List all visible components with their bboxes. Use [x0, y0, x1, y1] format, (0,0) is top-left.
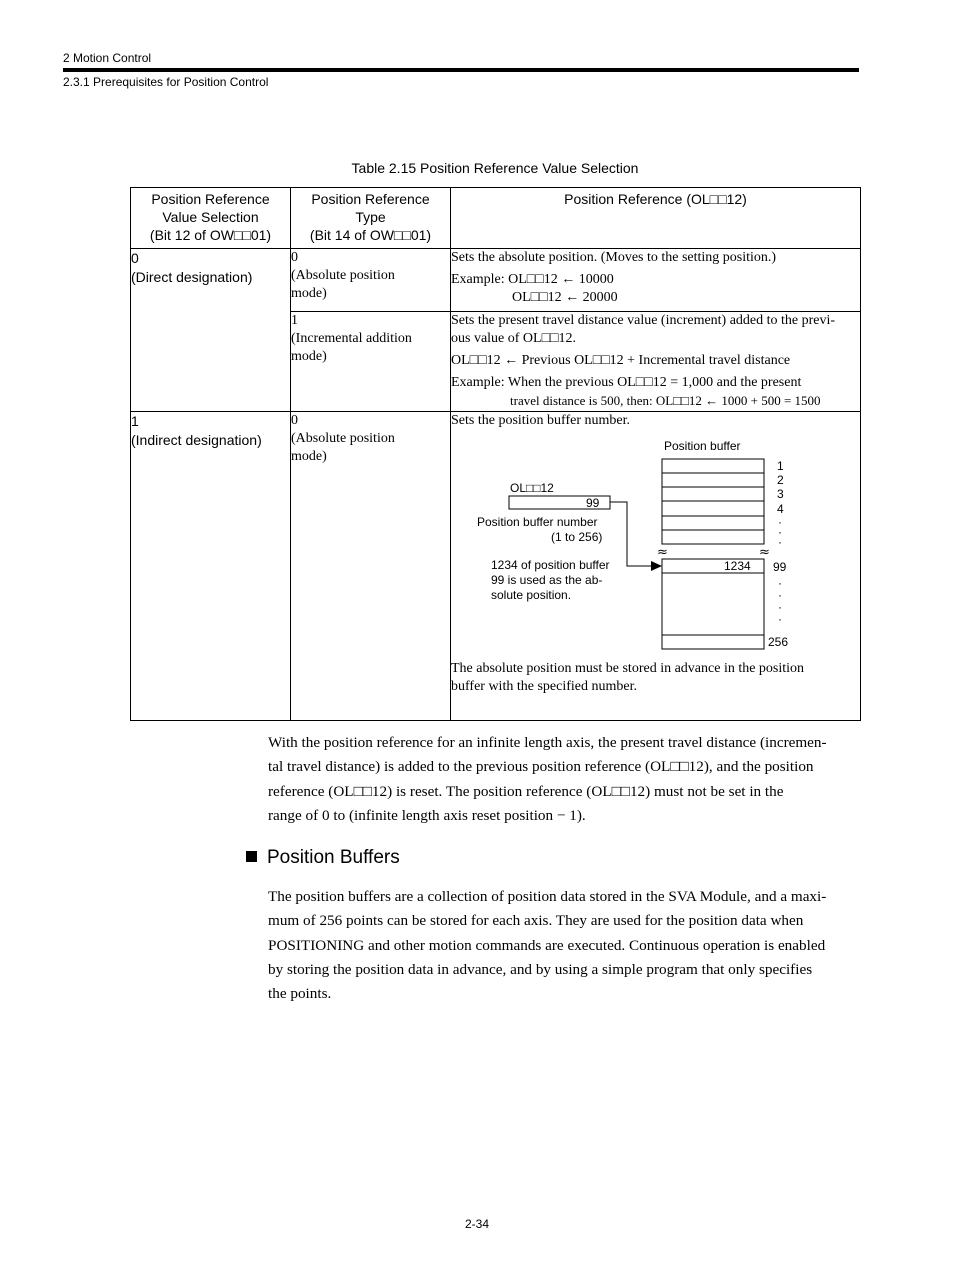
section-heading [246, 847, 400, 869]
page-number: 2-34 [464, 1217, 490, 1231]
text-line: by storing the position data in advance, and by using a simple program that only specifies [268, 960, 813, 978]
table-caption: Table 2.15 Position Reference Value Selection [351, 160, 639, 176]
text-line: mum of 256 points can be stored for each axis. They are used for the position data when [268, 912, 804, 930]
row-number: · [778, 600, 782, 614]
header-line: Position Reference [311, 191, 430, 207]
explain-line: 1234 of position buffer [491, 558, 610, 572]
header-line: (Bit 12 of OW□□01) [149, 227, 272, 243]
header-value-selection [131, 188, 291, 249]
cell-line: (Direct designation) [131, 269, 253, 285]
arrow-head [651, 561, 662, 571]
row-number: 256 [768, 635, 789, 649]
buffer-column [662, 459, 764, 649]
register-label: OL□□12 [510, 481, 554, 495]
table-header-row [131, 188, 861, 249]
header-line: Position Reference [151, 191, 270, 207]
header-line: Type [355, 209, 386, 225]
row-number: · [778, 612, 782, 626]
section-title: Position Buffers [267, 847, 400, 868]
cell-line: OL□□12 ← 20000 [512, 290, 618, 305]
buffer-number-range: (1 to 256) [551, 530, 603, 544]
position-reference-table [130, 187, 861, 721]
cell-line: (Incremental addition [291, 331, 412, 346]
cell-line: (Absolute position [291, 431, 395, 446]
row-numbers [768, 459, 788, 649]
paragraph-position-buffers [268, 885, 862, 1006]
position-buffer-figure [443, 430, 845, 660]
row-number: · [778, 535, 782, 549]
cell-line: 0 [131, 250, 139, 266]
header-reference-type [291, 188, 451, 249]
cell-line: mode) [291, 449, 327, 464]
text-line: With the position reference for an infinite length axis, the present travel distance (incremen- [268, 734, 827, 751]
cell-line: 0 [291, 250, 298, 265]
cell-description [451, 412, 861, 721]
break-mark: ≈ [759, 545, 770, 560]
cell-description [451, 312, 861, 412]
cell-value-selection [131, 249, 291, 412]
text-line: POSITIONING and other motion commands are executed. Continuous operation is enabled [268, 936, 826, 954]
row-number: · [778, 515, 782, 529]
cell-line: 1 [291, 313, 298, 328]
selected-buffer-value: 1234 [724, 559, 751, 573]
break-mark: ≈ [657, 545, 668, 560]
cell-line: (Absolute position [291, 268, 395, 283]
cell-line: Sets the present travel distance value (increment) added to the previ- [451, 313, 836, 328]
cell-line: Sets the position buffer number. [451, 413, 630, 428]
cell-line: (Indirect designation) [131, 432, 262, 448]
register-value: 99 [586, 496, 600, 510]
table-row [131, 412, 861, 721]
buffer-number-label: Position buffer number [477, 515, 598, 529]
cell-line: Example: OL□□12 ← 10000 [451, 272, 614, 287]
cell-value-selection [131, 412, 291, 721]
text-line: the points. [268, 985, 332, 1003]
cell-line: mode) [291, 286, 327, 301]
cell-line: 0 [291, 413, 298, 428]
cell-line: mode) [291, 349, 327, 364]
cell-reference-type [291, 312, 451, 412]
cell-description [451, 249, 861, 312]
paragraph-infinite-axis [268, 731, 862, 828]
cell-line: 1 [131, 413, 139, 429]
text-line: reference (OL□□12) is reset. The position reference (OL□□12) must not be set in the [268, 782, 784, 800]
square-bullet-icon [246, 851, 257, 862]
cell-reference-type [291, 412, 451, 721]
pointer-arrow [610, 502, 652, 566]
cell-line: Example: When the previous OL□□12 = 1,000 and the present [451, 375, 802, 390]
cell-line: ous value of OL□□12. [451, 331, 577, 346]
row-number: 1 [777, 459, 784, 473]
row-number: 4 [777, 502, 784, 516]
table-row [131, 249, 861, 312]
row-number: 3 [777, 487, 784, 501]
explain-line: 99 is used as the ab- [491, 573, 603, 587]
header-rule [63, 68, 859, 72]
cell-line: buffer with the specified number. [451, 679, 637, 694]
row-number: · [778, 588, 782, 602]
cell-line: OL□□12 ← Previous OL□□12 + Incremental travel distance [451, 353, 791, 368]
cell-line: travel distance is 500, then: OL□□12 ← 1000 + 500 = 1500 [510, 393, 821, 408]
row-number: 2 [777, 473, 784, 487]
row-number: · [778, 525, 782, 539]
text-line: The position buffers are a collection of position data stored in the SVA Module, and a maxi- [268, 888, 827, 905]
cell-line: The absolute position must be stored in advance in the position [451, 661, 805, 676]
text-line: tal travel distance) is added to the previous position reference (OL□□12), and the position [268, 758, 814, 776]
header-line: Position Reference (OL□□12) [564, 191, 747, 207]
cell-line: Sets the absolute position. (Moves to the setting position.) [451, 250, 777, 265]
explain-line: solute position. [491, 588, 572, 602]
row-number: 99 [773, 560, 787, 574]
buffer-title: Position buffer [664, 439, 741, 453]
header-line: Value Selection [162, 209, 259, 225]
cell-reference-type [291, 249, 451, 312]
section-header: 2.3.1 Prerequisites for Position Control [63, 75, 269, 89]
row-number: · [778, 576, 782, 590]
header-position-reference [451, 188, 861, 249]
position-buffer-diagram [451, 430, 860, 660]
header-line: (Bit 14 of OW□□01) [309, 227, 432, 243]
text-line: range of 0 to (infinite length axis reset position − 1). [268, 806, 586, 824]
chapter-header: 2 Motion Control [63, 51, 152, 65]
